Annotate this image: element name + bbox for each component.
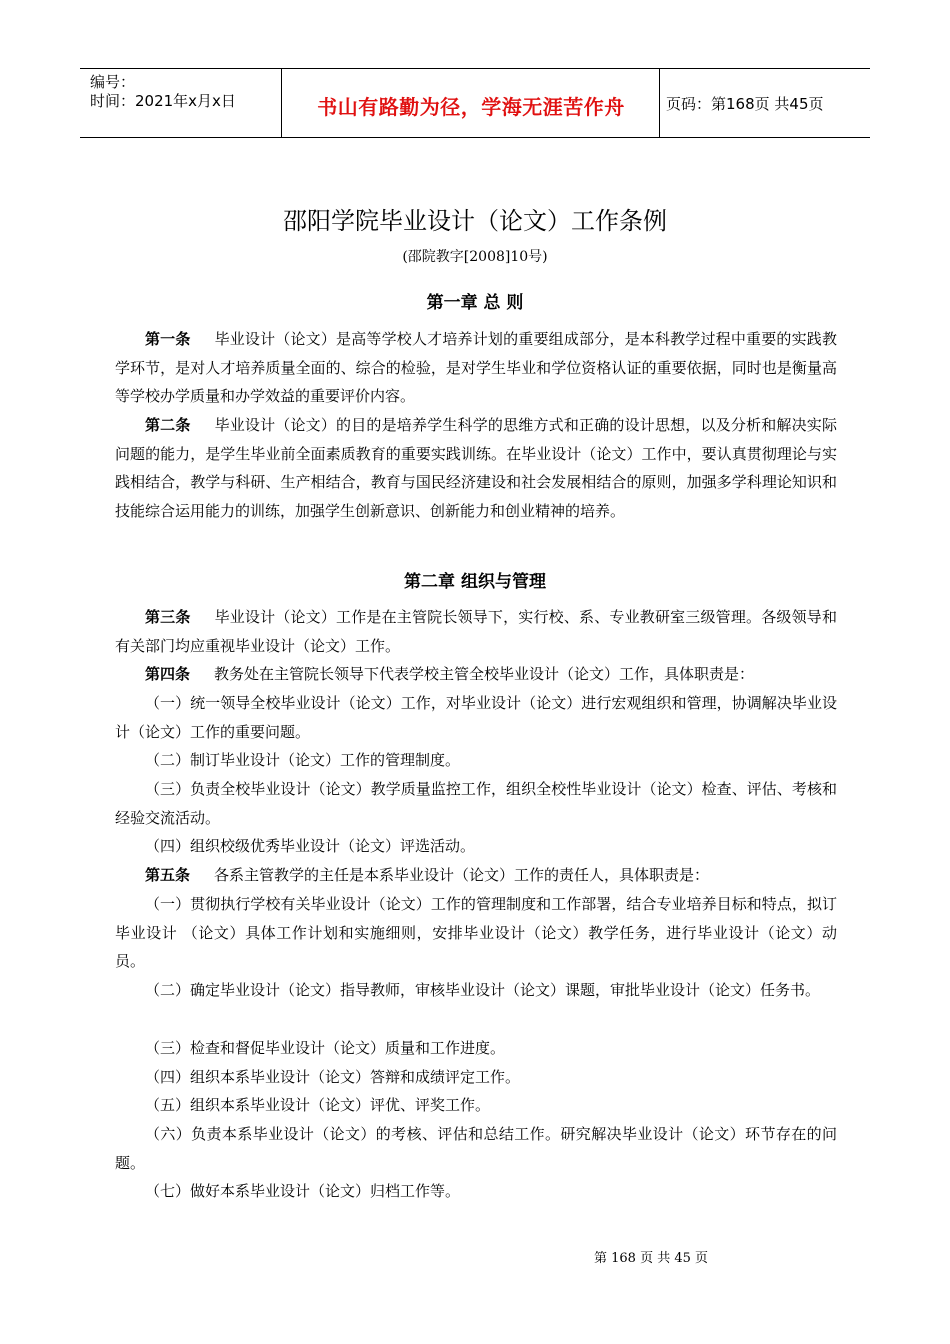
article-paragraph [115, 861, 837, 890]
article-text: 毕业设计（论文）的目的是培养学生科学的思维方式和正确的设计思想，以及分析和解决实际问题的能力，是学生毕业前全面素质教育的重要实践训练。在毕业设计（论文）工作中，要认真贯彻理论与实践相结合，教学与科研、生产相结合，教育与国民经济建设和社会发展相结合的原则，加强多学科理论知识和技能综合运用能力的训练，加强学生创新意识、创新能力和创业精神的培养。 [115, 416, 837, 520]
list-item: （四）组织校级优秀毕业设计（论文）评选活动。 [145, 837, 476, 855]
header-left-cell [90, 73, 236, 111]
chapter-heading: 第一章 总 则 [426, 293, 524, 313]
article-text: 各系主管教学的主任是本系毕业设计（论文）工作的责任人，具体职责是： [214, 866, 710, 884]
document-number: (邵院教字[2008]10号) [402, 249, 548, 265]
time-label: 时间：2021年x月x日 [90, 92, 236, 110]
list-item: （三）检查和督促毕业设计（论文）质量和工作进度。 [145, 1039, 506, 1057]
article-label: 第三条 [145, 608, 191, 626]
article-label: 第五条 [145, 866, 191, 884]
list-item: （二）制订毕业设计（论文）工作的管理制度。 [145, 751, 461, 769]
list-item: （一）统一领导全校毕业设计（论文）工作，对毕业设计（论文）进行宏观组织和管理，协调解决毕业设计（论文）工作的重要问题。 [115, 694, 837, 741]
list-item: （三）负责全校毕业设计（论文）教学质量监控工作，组织全校性毕业设计（论文）检查、评估、考核和经验交流活动。 [115, 780, 837, 827]
article-paragraph [115, 411, 837, 525]
article-label: 第一条 [145, 330, 191, 348]
article-label: 第四条 [145, 665, 191, 683]
list-item: （五）组织本系毕业设计（论文）评优、评奖工作。 [145, 1096, 491, 1114]
article-label: 第二条 [145, 416, 191, 434]
article-text: 毕业设计（论文）是高等学校人才培养计划的重要组成部分，是本科教学过程中重要的实践教学环节，是对人才培养质量全面的、综合的检验，是对学生毕业和学位资格认证的重要依据，同时也是衡量高等学校办学质量和办学效益的重要评价内容。 [115, 330, 837, 405]
article-paragraph [115, 603, 837, 660]
header-page-code: 页码：第168页 共45页 [666, 95, 824, 113]
list-item: （一）贯彻执行学校有关毕业设计（论文）工作的管理制度和工作部署，结合专业培养目标和特点，拟订毕业设计 （论文）具体工作计划和实施细则，安排毕业设计（论文）教学任务，进行毕业设计（论文）动员。 [115, 895, 837, 970]
header-table [80, 68, 870, 138]
list-item: （四）组织本系毕业设计（论文）答辩和成绩评定工作。 [145, 1068, 521, 1086]
article-paragraph [115, 325, 837, 411]
header-motto: 书山有路勤为径，学海无涯苦作舟 [317, 95, 625, 119]
article-paragraph [115, 660, 837, 689]
list-item: （六）负责本系毕业设计（论文）的考核、评估和总结工作。研究解决毕业设计（论文）环节存在的问题。 [115, 1125, 837, 1172]
document-title: 邵阳学院毕业设计（论文）工作条例 [283, 207, 667, 235]
article-text: 毕业设计（论文）工作是在主管院长领导下，实行校、系、专业教研室三级管理。各级领导和有关部门均应重视毕业设计（论文）工作。 [115, 608, 837, 655]
list-item: （七）做好本系毕业设计（论文）归档工作等。 [145, 1182, 461, 1200]
serial-label: 编号： [90, 73, 136, 91]
list-item: （二）确定毕业设计（论文）指导教师，审核毕业设计（论文）课题，审批毕业设计（论文）任务书。 [145, 981, 821, 999]
page-footer: 第 168 页 共 45 页 [594, 1251, 709, 1266]
chapter-heading: 第二章 组织与管理 [404, 572, 546, 592]
article-text: 教务处在主管院长领导下代表学校主管全校毕业设计（论文）工作，具体职责是： [214, 665, 755, 683]
